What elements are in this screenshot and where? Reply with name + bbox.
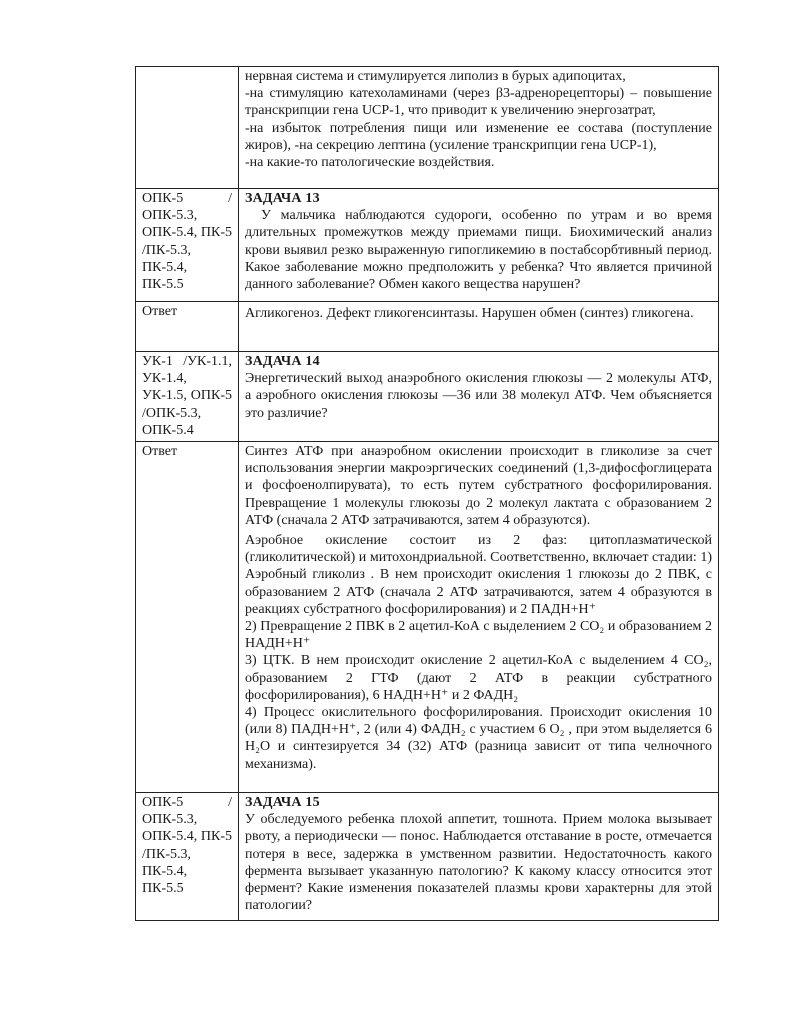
answer-cell: [239, 302, 719, 352]
table-row: [136, 442, 719, 793]
table-row: [136, 352, 719, 442]
answer-paragraph: 2) Превращение 2 ПВК в 2 ацетил-КоА с выделением 2 CO₂ и образованием 2 НАДН+Н⁺: [245, 619, 712, 652]
task-title: ЗАДАЧА 15: [245, 795, 320, 811]
task-title: ЗАДАЧА 14: [245, 354, 320, 369]
competency-cell: [136, 67, 239, 189]
competency-codes: УК-1 /УК-1.1, УК-1.4, УК-1.5, ОПК-5 /ОПК-5.3, ОПК-5.4: [142, 354, 232, 438]
task-cell: [239, 793, 719, 921]
content-cell: [239, 67, 719, 189]
answer-paragraph: Синтез АТФ при анаэробном окислении происходит в гликолизе за счет использования энергии макроэргических соединений (1,3-дифосфоглицерата и фосфоенолпирувата), то есть путем субстратного фосфорилирования. Превращение 1 молекулы глюкозы до 2 молекул лактата с образованием 2 АТФ (сначала 2 АТФ затрачиваются, затем 4 образуются).: [245, 444, 712, 528]
text-line: -на избыток потребления пищи или изменение ее состава (поступление жиров), -на секрецию лептина (усиление транскрипции гена UCP-1),: [245, 120, 712, 153]
text-line: -на какие-то патологические воздействия.: [245, 155, 495, 171]
task-text: Энергетический выход анаэробного окисления глюкозы — 2 молекулы АТФ, а аэробного окисления глюкозы —36 или 38 молекул АТФ. Чем объясняется это различие?: [245, 371, 712, 421]
table-row: [136, 189, 719, 302]
table-row: [136, 302, 719, 352]
task-title: ЗАДАЧА 13: [245, 191, 320, 206]
answer-label: Ответ: [136, 442, 239, 793]
competency-cell: [136, 189, 239, 302]
text-line: -на стимуляцию катехоламинами (через β3-адренорецепторы) – повышение транскрипции гена UCP-1, что приводит к увеличению энергозатрат,: [245, 86, 712, 119]
answer-label: Ответ: [136, 302, 239, 352]
competency-cell: [136, 352, 239, 442]
answer-paragraph: 4) Процесс окислительного фосфорилирования. Происходит окисления 10 (или 8) ПАДН+Н⁺, 2 (или 4) ФАДН₂ с участием 6 О₂ , при этом выделяется 6 Н₂О и синтезируется 34 (32) АТФ (разница зависит от типа челночного механизма).: [245, 705, 712, 772]
answer-paragraph: 3) ЦТК. В нем происходит окисление 2 ацетил-КоА с выделением 4 CO₂, образованием 2 ГТФ (дают 2 АТФ в реакции субстратного фосфорилирования), 6 НАДН+Н⁺ и 2 ФАДН₂: [245, 653, 712, 703]
task-text: У обследуемого ребенка плохой аппетит, тошнота. Прием молока вызывает рвоту, а периодически — понос. Наблюдается отставание в росте, отмечается потеря в весе, задержка в умственном развитии. Недостаточность какого фермента вызывает указанную патологию? К какому классу относится этот фермент? Какие изменения показателей плазмы крови характерны для этой патологии?: [245, 812, 712, 914]
competency-cell: [136, 793, 239, 921]
answer-paragraph: Аэробное окисление состоит из 2 фаз: цитоплазматической (гликолитической) и митохондриальной. Соответственно, включает стадии: 1) Аэробный гликолиз . В нем происходит окисления 1 глюкозы до 2 ПВК, с образованием 2 АТФ (сначала 2 АТФ затрачиваются, затем 4 образуются в реакциях субстратного фосфорилирования) и 2 ПАДН+Н⁺: [245, 533, 712, 617]
table-row: [136, 793, 719, 921]
answer-cell: [239, 442, 719, 793]
task-text: У мальчика наблюдаются судороги, особенно по утрам и во время длительных промежутков между приемами пищи. Биохимический анализ крови выявил резко выраженную гипогликемию в постабсорбтивный период. Какое заболевание можно предположить у ребенка? Что является причиной данного заболевание? Обмен какого вещества нарушен?: [245, 208, 712, 293]
text-line: нервная система и стимулируется липолиз в бурых адипоцитах,: [245, 69, 626, 84]
task-cell: [239, 352, 719, 442]
table-row: [136, 67, 719, 189]
answer-text: Агликогеноз. Дефект гликогенсинтазы. Нарушен обмен (синтез) гликогена.: [245, 306, 694, 321]
task-cell: [239, 189, 719, 302]
competency-codes: ОПК-5 /ОПК-5.3, ОПК-5.4, ПК-5 /ПК-5.3, ПК-5.4, ПК-5.5: [142, 191, 232, 293]
tasks-table: [135, 66, 719, 921]
competency-codes: ОПК-5 /ОПК-5.3, ОПК-5.4, ПК-5 /ПК-5.3, ПК-5.4, ПК-5.5: [142, 795, 232, 897]
